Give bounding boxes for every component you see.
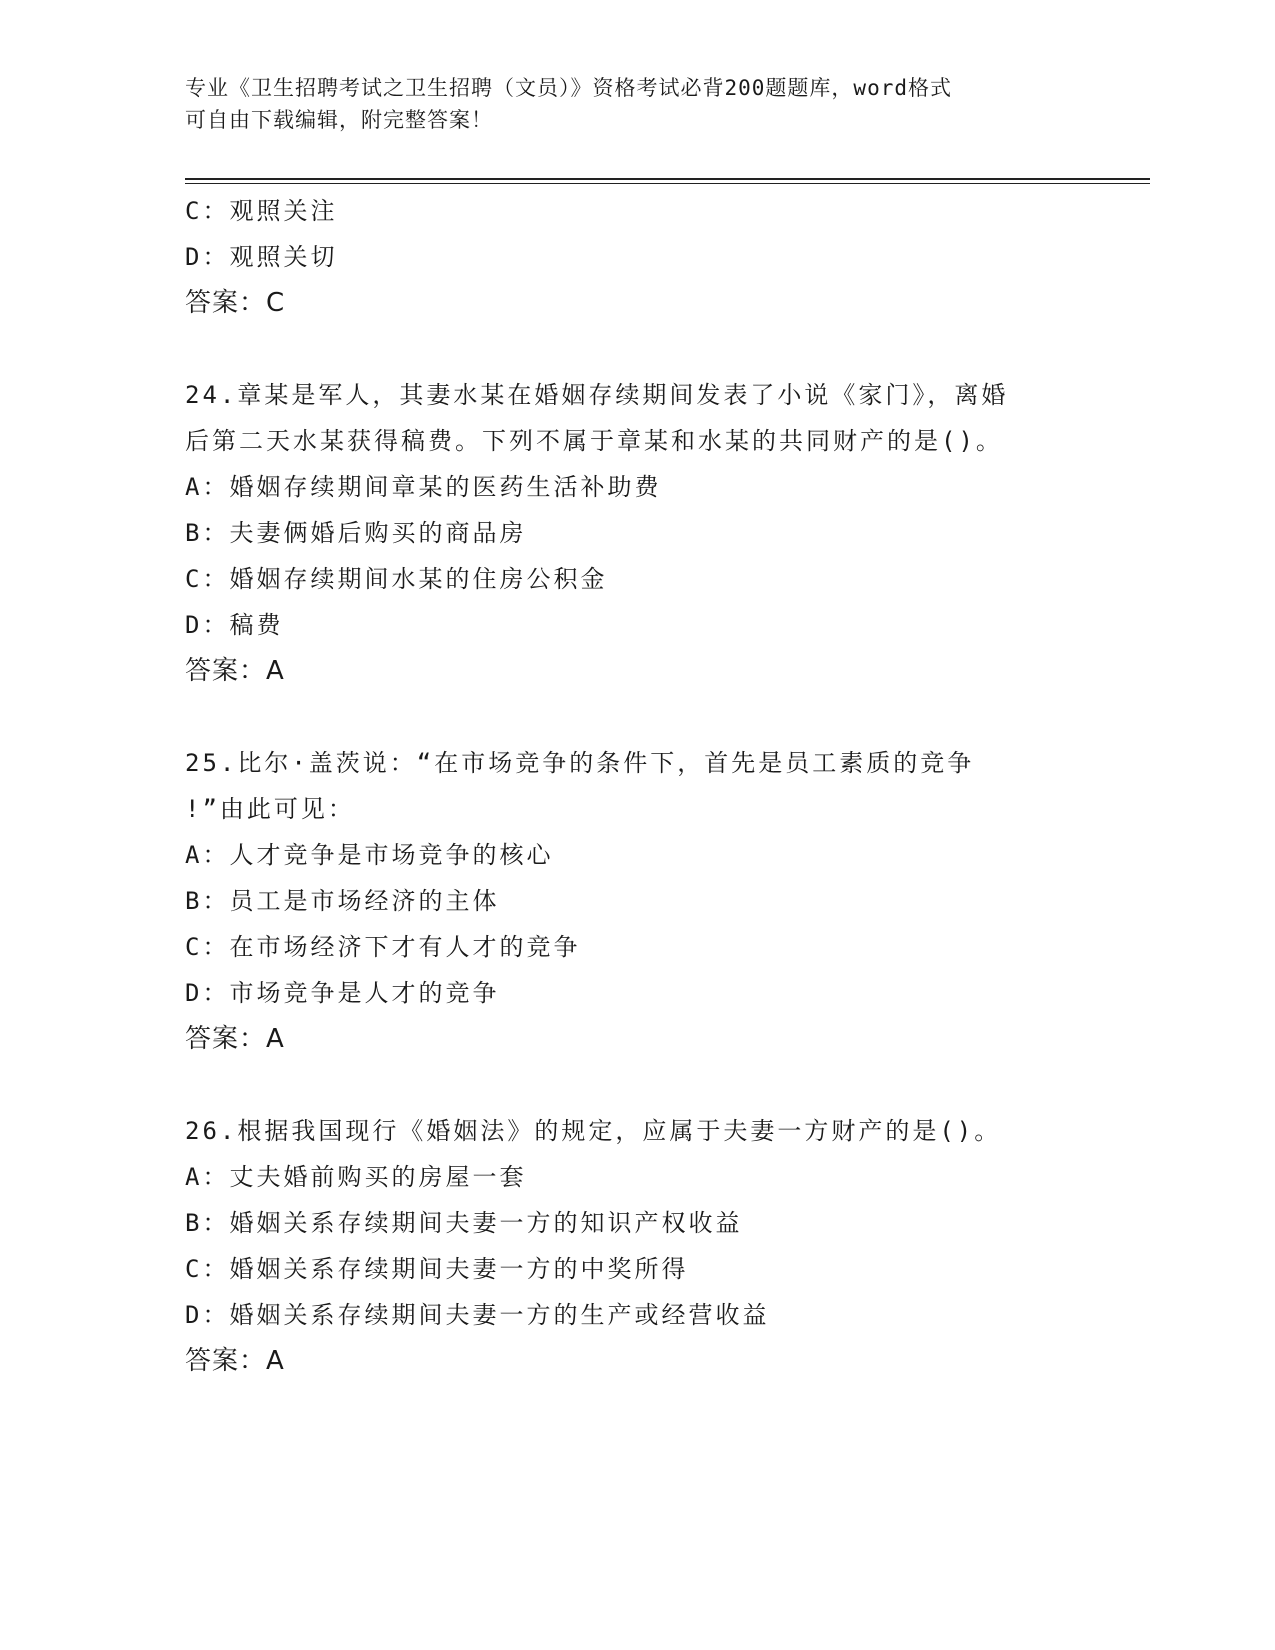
question-stem-cont: !”由此可见： [185,795,355,823]
question-stem: 25.比尔·盖茨说：“在市场竞争的条件下，首先是员工素质的竞争 [185,749,975,777]
option-d: D：观照关切 [185,243,338,271]
answer: 答案：A [185,656,285,686]
option-b: B：夫妻俩婚后购买的商品房 [185,519,527,547]
spacer [185,1062,1085,1108]
option-c: C：在市场经济下才有人才的竞争 [185,933,581,961]
answer: 答案：C [185,288,286,318]
question-23-tail [185,188,1085,326]
header-line-2: 可自由下载编辑，附完整答案！ [185,108,493,132]
option-d: D：市场竞争是人才的竞争 [185,979,500,1007]
option-b: B：婚姻关系存续期间夫妻一方的知识产权收益 [185,1209,743,1237]
option-a: A：婚姻存续期间章某的医药生活补助费 [185,473,662,501]
answer: 答案：A [185,1346,285,1376]
spacer [185,694,1085,740]
header-divider-thick [185,178,1150,180]
question-26 [185,1108,1085,1384]
option-b: B：员工是市场经济的主体 [185,887,500,915]
option-c: C：观照关注 [185,197,338,225]
option-c: C：婚姻关系存续期间夫妻一方的中奖所得 [185,1255,689,1283]
question-25 [185,740,1085,1062]
question-stem: 26.根据我国现行《婚姻法》的规定，应属于夫妻一方财产的是()。 [185,1117,1002,1145]
option-c: C：婚姻存续期间水某的住房公积金 [185,565,608,593]
document-header [185,72,1085,136]
option-d: D：婚姻关系存续期间夫妻一方的生产或经营收益 [185,1301,770,1329]
option-a: A：人才竞争是市场竞争的核心 [185,841,554,869]
answer: 答案：A [185,1024,285,1054]
option-d: D：稿费 [185,611,284,639]
question-list [185,188,1085,1384]
question-stem-cont: 后第二天水某获得稿费。下列不属于章某和水某的共同财产的是()。 [185,427,1003,455]
header-divider-thin [185,183,1150,184]
question-stem: 24.章某是军人，其妻水某在婚姻存续期间发表了小说《家门》，离婚 [185,381,1009,409]
option-a: A：丈夫婚前购买的房屋一套 [185,1163,527,1191]
spacer [185,326,1085,372]
header-line-1: 专业《卫生招聘考试之卫生招聘（文员）》资格考试必背200题题库，word格式 [185,76,952,100]
question-24 [185,372,1085,694]
